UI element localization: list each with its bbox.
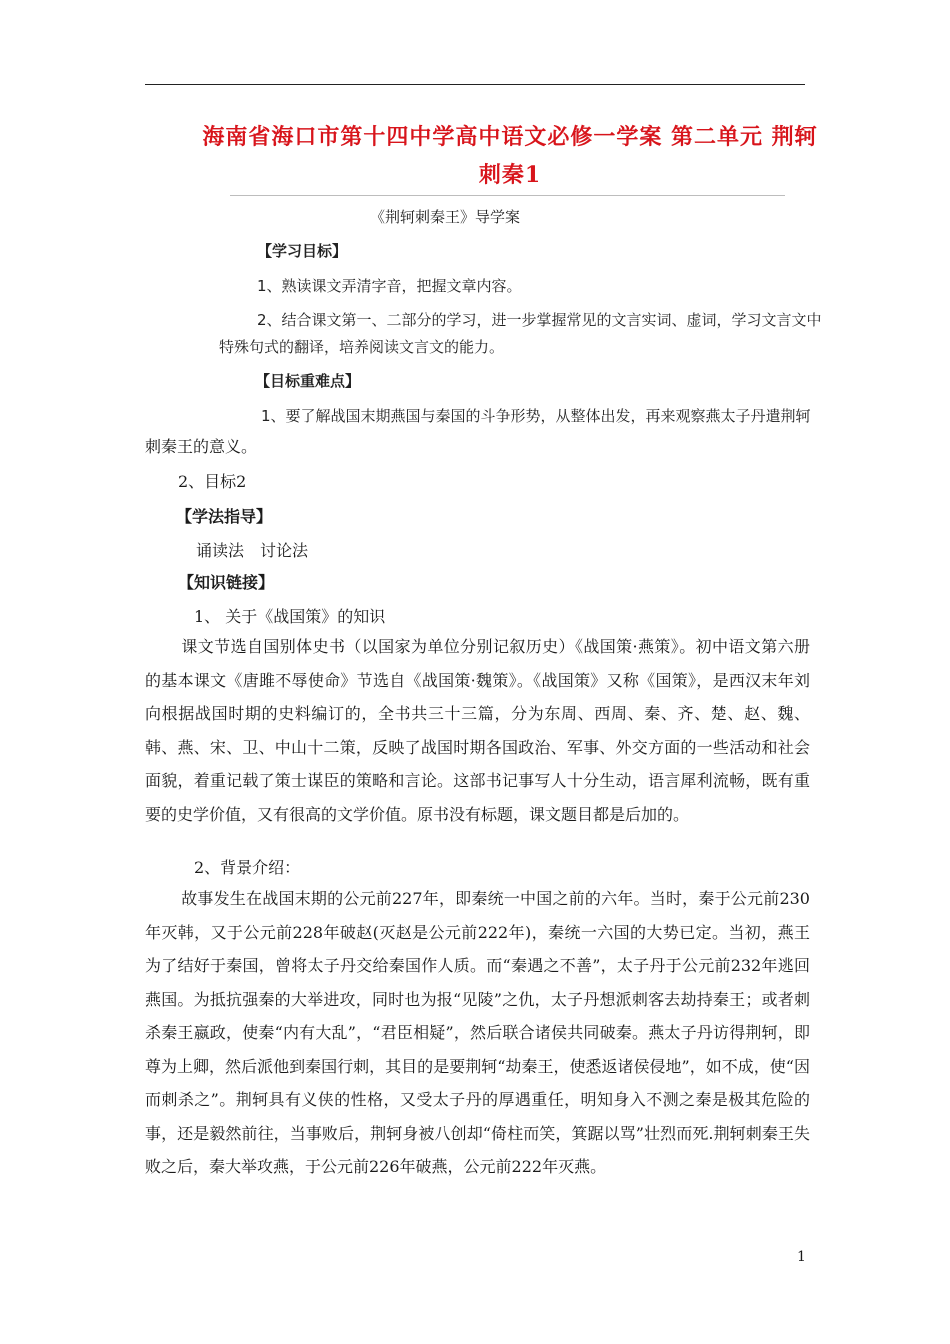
title-rule: [230, 195, 785, 196]
paragraph-background-text: 故事发生在战国末期的公元前227年，即秦统一中国之前的六年。当时，秦于公元前230年灭韩，又于公元前228年破赵(灭赵是公元前222年)，秦统一六国的大势已定。当初，燕王为了结好于秦国，曾将太子丹交给秦国作人质。而“秦遇之不善”，太子丹于公元前232年逃回燕国。为抵抗强秦的大举进攻，同时也为报“见陵”之仇，太子丹想派刺客去劫持秦王；或者刺杀秦王嬴政，使秦“内有大乱”，“君臣相疑”，然后联合诸侯共同破秦。燕太子丹访得荆轲，即尊为上卿，然后派他到秦国行刺，其目的是要荆轲“劫秦王，使悉返诸侯侵地”，如不成，使“因而刺杀之”。荆轲具有义侠的性格，又受太子丹的厚遇重任，明知身入不测之秦是极其危险的事，还是毅然前往，当事败后，荆轲身被八创却“倚柱而笑，箕踞以骂”壮烈而死.荆轲刺秦王失败之后，秦大举攻燕，于公元前226年破燕，公元前222年灭燕。: [145, 889, 810, 1176]
link-1-title: 1、 关于《战国策》的知识: [194, 607, 386, 626]
page-number: 1: [797, 1249, 806, 1265]
difficulty-item-1-cont: 刺秦王的意义。: [145, 437, 258, 456]
subtitle: 《荆轲刺秦王》导学案: [370, 208, 521, 226]
document-title: 海南省海口市第十四中学高中语文必修一学案 第二单元 荆轲刺秦1: [202, 124, 818, 188]
goal-item-1: 1、熟读课文弄清字音，把握文章内容。: [257, 277, 522, 295]
paragraph-background: [145, 882, 810, 1184]
paragraph-zhanguoce-text: 课文节选自国别体史书（以国家为单位分别记叙历史）《战国策·燕策》。初中语文第六册的基本课文《唐雎不辱使命》节选自《战国策·魏策》。《战国策》又称《国策》，是西汉末年刘向根据战国时期的史料编订的，全书共三十三篇，分为东周、西周、秦、齐、楚、赵、魏、韩、燕、宋、卫、中山十二策，反映了战国时期各国政治、军事、外交方面的一些活动和社会面貌，着重记载了策士谋臣的策略和言论。这部书记事写人十分生动，语言犀利流畅，既有重要的史学价值，又有很高的文学价值。原书没有标题，课文题目都是后加的。: [145, 637, 810, 824]
difficulty-heading: 【目标重难点】: [255, 372, 361, 390]
difficulty-item-1: 1、要了解战国末期燕国与秦国的斗争形势，从整体出发，再来观察燕太子丹遣荆轲: [261, 407, 811, 425]
goals-heading: 【学习目标】: [257, 242, 348, 260]
link-heading: 【知识链接】: [178, 573, 275, 592]
method-heading: 【学法指导】: [176, 507, 273, 526]
header-rule: [145, 84, 805, 85]
link-2-title: 2、背景介绍：: [194, 858, 301, 877]
paragraph-zhanguoce: [145, 630, 810, 831]
embedded-image-section: [195, 200, 822, 425]
goal-item-2: 2、结合课文第一、二部分的学习，进一步掌握常见的文言实词、虚词，学习文言文中: [257, 311, 822, 329]
method-text: 诵读法 讨论法: [196, 541, 309, 560]
goal-item-2-label: 2、目标2: [178, 472, 247, 491]
goal-item-2-cont: 特殊句式的翻译，培养阅读文言文的能力。: [219, 338, 505, 356]
